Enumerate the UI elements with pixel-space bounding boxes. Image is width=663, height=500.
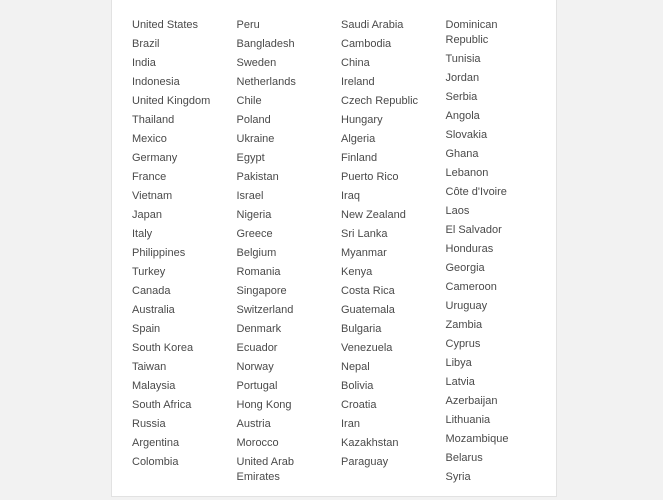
country-column-2 (237, 18, 328, 489)
country-item[interactable]: Bangladesh (236, 38, 295, 50)
country-item[interactable]: Austria (236, 418, 271, 430)
country-item[interactable]: Nigeria (236, 209, 272, 221)
country-item[interactable]: Uruguay (445, 300, 488, 312)
country-item[interactable]: Cyprus (445, 338, 481, 350)
country-item[interactable]: Poland (236, 114, 271, 126)
country-item[interactable]: Sri Lanka (341, 228, 388, 240)
country-item[interactable]: Thailand (132, 114, 175, 126)
country-list-panel (111, 0, 557, 497)
country-item[interactable]: Serbia (445, 91, 478, 103)
country-item[interactable]: China (341, 57, 370, 69)
country-item[interactable]: Lithuania (445, 414, 491, 426)
country-item[interactable]: Pakistan (236, 171, 279, 183)
country-item[interactable]: Israel (236, 190, 264, 202)
country-item[interactable]: Japan (132, 209, 162, 221)
country-item[interactable]: Jordan (445, 72, 480, 84)
country-item[interactable]: Ghana (445, 148, 479, 160)
country-item[interactable]: Kenya (341, 266, 373, 278)
country-item[interactable]: Germany (132, 152, 178, 164)
country-item[interactable]: India (132, 57, 156, 69)
country-item[interactable]: Russia (132, 418, 166, 430)
country-item[interactable]: Cameroon (445, 281, 497, 293)
country-item[interactable]: Lebanon (445, 167, 489, 179)
country-item[interactable]: Croatia (341, 399, 377, 411)
country-item[interactable]: Tunisia (445, 53, 481, 65)
country-column-4 (446, 18, 537, 489)
country-item[interactable]: Turkey (132, 266, 166, 278)
country-item[interactable]: Argentina (132, 437, 180, 449)
country-item[interactable]: Libya (445, 357, 472, 369)
country-item[interactable]: Saudi Arabia (341, 19, 404, 31)
country-item[interactable]: Czech Republic (341, 95, 419, 107)
country-item[interactable]: United States (132, 19, 199, 31)
country-item[interactable]: Finland (341, 152, 378, 164)
country-item[interactable]: Ukraine (236, 133, 275, 145)
country-item[interactable]: Côte d'Ivoire (445, 186, 507, 198)
country-item[interactable]: Iraq (341, 190, 360, 202)
country-item[interactable]: Puerto Rico (341, 171, 399, 183)
country-item[interactable]: Georgia (445, 262, 485, 274)
country-item[interactable]: South Korea (132, 342, 194, 354)
country-item[interactable]: Costa Rica (341, 285, 395, 297)
country-item[interactable]: South Africa (132, 399, 192, 411)
country-item[interactable]: Sweden (236, 57, 277, 69)
country-item[interactable]: Singapore (236, 285, 287, 297)
country-item[interactable]: Laos (445, 205, 470, 217)
country-item[interactable]: Mozambique (445, 433, 509, 445)
country-item[interactable]: Zambia (445, 319, 483, 331)
country-item[interactable]: Peru (236, 19, 260, 31)
country-item[interactable]: Myanmar (341, 247, 387, 259)
country-item[interactable]: Hong Kong (236, 399, 292, 411)
country-columns (132, 18, 536, 489)
country-item[interactable]: Venezuela (341, 342, 393, 354)
country-item[interactable]: Angola (445, 110, 480, 122)
country-item[interactable]: Cambodia (341, 38, 392, 50)
country-item[interactable]: Guatemala (341, 304, 395, 316)
country-item[interactable]: Dominican Republic (445, 19, 498, 46)
country-item[interactable]: Denmark (236, 323, 282, 335)
country-item[interactable]: United Arab Emirates (236, 456, 294, 483)
country-item[interactable]: Ireland (341, 76, 375, 88)
country-item[interactable]: France (132, 171, 167, 183)
country-item[interactable]: Egypt (236, 152, 265, 164)
country-item[interactable]: Bulgaria (341, 323, 382, 335)
country-item[interactable]: Algeria (341, 133, 376, 145)
country-item[interactable]: Italy (132, 228, 153, 240)
country-item[interactable]: Belarus (445, 452, 483, 464)
country-item[interactable]: Norway (236, 361, 274, 373)
country-item[interactable]: Romania (236, 266, 281, 278)
country-item[interactable]: Indonesia (132, 76, 180, 88)
country-item[interactable]: Honduras (445, 243, 494, 255)
country-item[interactable]: Switzerland (236, 304, 294, 316)
country-item[interactable]: Morocco (236, 437, 279, 449)
country-item[interactable]: Kazakhstan (341, 437, 399, 449)
country-item[interactable]: Azerbaijan (445, 395, 498, 407)
country-item[interactable]: Paraguay (341, 456, 389, 468)
country-item[interactable]: Spain (132, 323, 161, 335)
country-item[interactable]: Colombia (132, 456, 179, 468)
country-column-3 (341, 18, 432, 474)
country-item[interactable]: Australia (132, 304, 175, 316)
country-item[interactable]: Portugal (236, 380, 278, 392)
country-item[interactable]: Malaysia (132, 380, 176, 392)
country-item[interactable]: Bolivia (341, 380, 374, 392)
country-item[interactable]: Hungary (341, 114, 383, 126)
country-item[interactable]: Syria (445, 471, 471, 483)
country-item[interactable]: Chile (236, 95, 262, 107)
country-item[interactable]: Latvia (445, 376, 475, 388)
country-item[interactable]: United Kingdom (132, 95, 211, 107)
country-item[interactable]: Belgium (236, 247, 277, 259)
country-item[interactable]: Mexico (132, 133, 167, 145)
country-item[interactable]: Canada (132, 285, 171, 297)
country-item[interactable]: Netherlands (236, 76, 296, 88)
country-item[interactable]: Iran (341, 418, 360, 430)
country-item[interactable]: Greece (236, 228, 273, 240)
country-item[interactable]: Taiwan (132, 361, 167, 373)
country-item[interactable]: New Zealand (341, 209, 406, 221)
country-item[interactable]: Philippines (132, 247, 186, 259)
country-item[interactable]: El Salvador (445, 224, 502, 236)
country-item[interactable]: Slovakia (445, 129, 488, 141)
country-item[interactable]: Brazil (132, 38, 160, 50)
country-item[interactable]: Vietnam (132, 190, 173, 202)
country-item[interactable]: Ecuador (236, 342, 278, 354)
country-item[interactable]: Nepal (341, 361, 370, 373)
country-column-1 (132, 18, 223, 474)
